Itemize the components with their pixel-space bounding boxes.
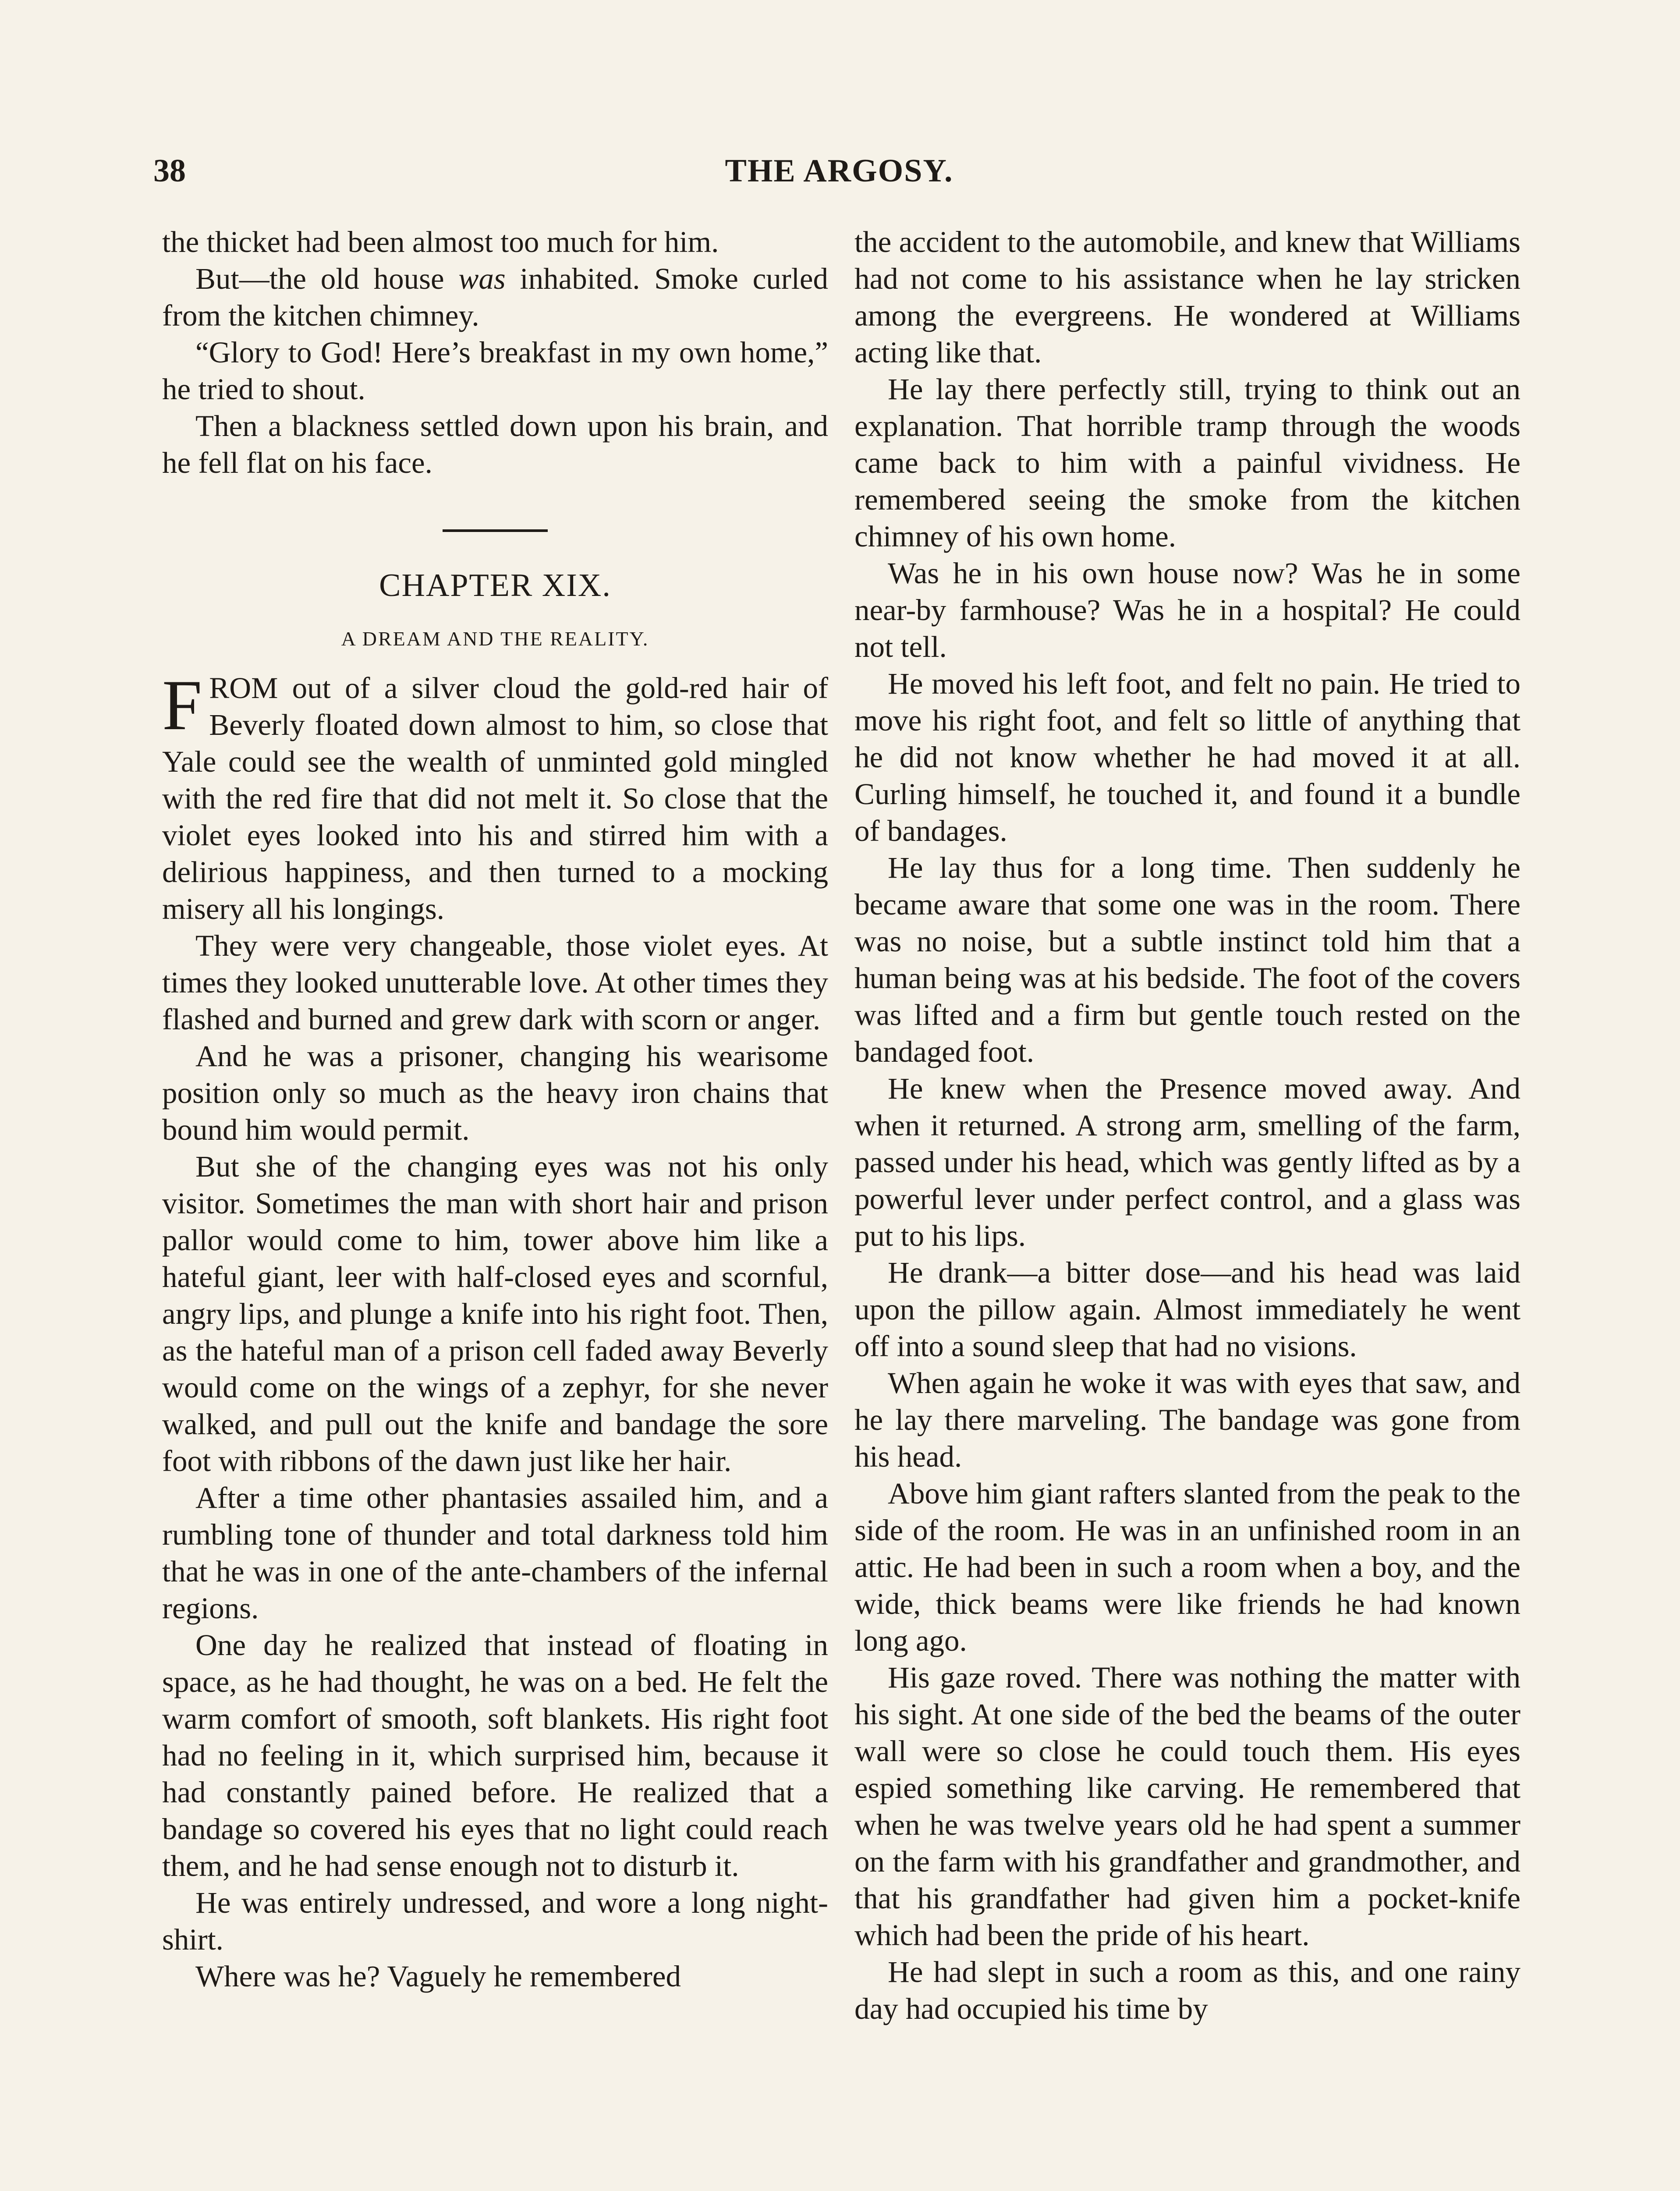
running-head: THE ARGOSY. <box>725 153 953 189</box>
section-divider <box>443 529 548 532</box>
paragraph: “Glory to God! Here’s breakfast in my own home,” he tried to shout. <box>162 336 828 406</box>
drop-cap: F <box>162 666 202 745</box>
emphasis: was <box>458 262 506 295</box>
paragraph: Where was he? Vaguely he remembered <box>195 1960 681 1993</box>
page-number: 38 <box>153 153 186 189</box>
paragraph: He lay there perfectly still, trying to think out an explanation. That horrible tramp through the woods came back to him with a painful vividness. He remembered seeing the smoke from the kitchen chimney of his own home. <box>854 372 1521 553</box>
paragraph <box>162 260 828 334</box>
paragraph: Above him giant rafters slanted from the peak to the side of the room. He was in an unfinished room in an attic. He had been in such a room when a boy, and the wide, thick beams were like friends he had known long ago. <box>854 1477 1521 1657</box>
chapter-title: CHAPTER XIX. <box>379 567 611 603</box>
opening-paragraph <box>162 666 828 927</box>
text-run: But—the old house <box>195 262 459 295</box>
paragraph: After a time other phantasies assailed him, and a rumbling tone of thunder and total darkness told him that he was in one of the ante-chambers of the infernal regions. <box>162 1481 828 1625</box>
paragraph: He lay thus for a long time. Then suddenly he became aware that some one was in the room. There was no noise, but a subtle instinct told him that a human being was at his bedside. The foot of the covers was lifted and a firm but gentle touch rested on the bandaged foot. <box>854 851 1521 1068</box>
paragraph: One day he realized that instead of floating in space, as he had thought, he was on a bed. He felt the warm comfort of smooth, soft blankets. His right foot had no feeling in it, which surprised him, because it had constantly pained before. He realized that a bandage so covered his eyes that no light could reach them, and he had sense enough not to disturb it. <box>162 1628 828 1883</box>
text-run: inhabited. Smoke curled from the kitchen chimney. <box>162 262 828 332</box>
right-column <box>854 223 1521 2027</box>
paragraph: the thicket had been almost too much for him. <box>162 225 719 259</box>
paragraph: Was he in his own house now? Was he in some near-by farmhouse? Was he in a hospital? He could not tell. <box>854 557 1521 663</box>
paragraph: His gaze roved. There was nothing the matter with his sight. At one side of the bed the beams of the outer wall were so close he could touch them. His eyes espied something like carving. He remembered that when he was twelve years old he had spent a summer on the farm with his grandfather and grandmother, and that his grandfather had given him a pocket-knife which had been the pride of his heart. <box>854 1661 1521 1952</box>
paragraph: He knew when the Presence moved away. And when it returned. A strong arm, smelling of the farm, passed under his head, which was gently lifted as by a powerful lever under perfect control, and a glass was put to his lips. <box>854 1072 1521 1252</box>
left-column <box>162 223 828 1995</box>
page-header <box>153 145 1525 197</box>
paragraph: He moved his left foot, and felt no pain. He tried to move his right foot, and felt so little of anything that he did not know whether he had moved it at all. Curling himself, he touched it, and found it a bundle of bandages. <box>854 667 1521 847</box>
paragraph: He had slept in such a room as this, and one rainy day had occupied his time by <box>854 1955 1521 2025</box>
paragraph: And he was a prisoner, changing his wearisome position only so much as the heavy iron chains that bound him would permit. <box>162 1039 828 1146</box>
text-run: ROM out of a silver cloud the gold-red hair of Beverly floated down almost to him, so close that Yale could see the wealth of unminted gold mingled with the red fire that did not melt it. So close that the violet eyes looked into his and stirred him with a delirious happiness, and then turned to a mocking misery all his longings. <box>162 671 828 925</box>
paragraph: They were very changeable, those violet eyes. At times they looked unutterable love. At other times they flashed and burned and grew dark with scorn or anger. <box>162 929 828 1036</box>
paragraph: Then a blackness settled down upon his brain, and he fell flat on his face. <box>162 409 828 479</box>
paragraph: the accident to the automobile, and knew that Williams had not come to his assistance when he lay stricken among the evergreens. He wondered at Williams acting like that. <box>854 225 1521 369</box>
paragraph: But she of the changing eyes was not his only visitor. Sometimes the man with short hair and prison pallor would come to him, tower above him like a hateful giant, leer with half-closed eyes and scornful, angry lips, and plunge a knife into his right foot. Then, as the hateful man of a prison cell faded away Beverly would come on the wings of a zephyr, for she never walked, and pull out the knife and bandage the sore foot with ribbons of the dawn just like her hair. <box>162 1150 828 1478</box>
chapter-subtitle: A DREAM AND THE REALITY. <box>341 628 649 650</box>
paragraph: He drank—a bitter dose—and his head was laid upon the pillow again. Almost immediately he went off into a sound sleep that had no visions. <box>854 1256 1521 1363</box>
paragraph: When again he woke it was with eyes that saw, and he lay there marveling. The bandage was gone from his head. <box>854 1366 1521 1473</box>
paragraph: He was entirely undressed, and wore a long night-shirt. <box>162 1886 828 1956</box>
